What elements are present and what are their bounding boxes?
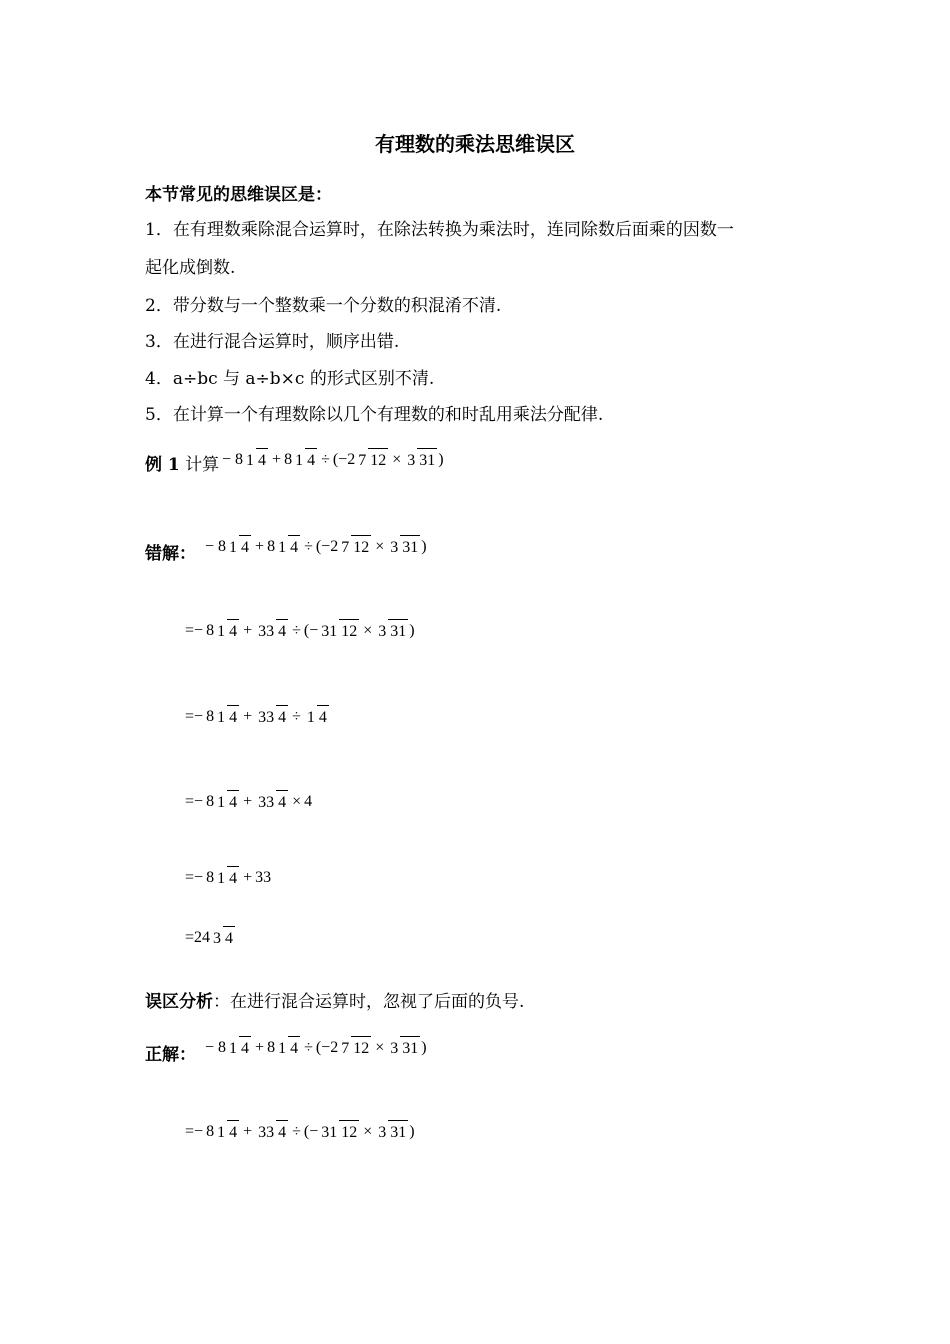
math-number: 8 bbox=[284, 451, 293, 468]
fraction: 33 4 bbox=[256, 619, 288, 643]
math-step: = − 8 1 4 + 33 bbox=[185, 866, 271, 890]
fraction: 7 12 bbox=[339, 535, 371, 559]
fraction: 1 4 bbox=[276, 535, 300, 559]
list-item: 3．在进行混合运算时，顺序出错. bbox=[145, 332, 400, 352]
fraction: 1 4 bbox=[305, 705, 329, 729]
math-paren: ( bbox=[332, 451, 339, 468]
fraction: 1 4 bbox=[227, 535, 251, 559]
analysis-text: ：在进行混合运算时，忽视了后面的负号. bbox=[213, 992, 525, 1012]
fraction: 1 4 bbox=[276, 1036, 300, 1060]
fraction: 33 4 bbox=[256, 705, 288, 729]
list-item: 2．带分数与一个整数乘一个分数的积混淆不清. bbox=[145, 296, 502, 316]
fraction: 31 12 bbox=[319, 619, 359, 643]
fraction: 7 12 bbox=[339, 1036, 371, 1060]
fraction: 3 31 bbox=[405, 448, 437, 472]
intro-heading: 本节常见的思维误区是： bbox=[145, 185, 332, 205]
fraction: 33 4 bbox=[256, 790, 288, 814]
fraction: 7 12 bbox=[356, 448, 388, 472]
wrong-label: 错解： bbox=[145, 544, 196, 564]
example-label bbox=[145, 450, 219, 475]
fraction: 31 12 bbox=[319, 1120, 359, 1144]
fraction: 1 4 bbox=[215, 705, 239, 729]
list-item: 起化成倒数. bbox=[145, 258, 236, 278]
math-operator: ÷ bbox=[321, 451, 330, 468]
page-title: 有理数的乘法思维误区 bbox=[375, 132, 575, 156]
example-number: 例 1 bbox=[145, 455, 180, 475]
example-text: 计算 bbox=[185, 455, 220, 475]
right-label: 正解： bbox=[145, 1045, 196, 1065]
math-expression: − 8 1 4 + 8 1 4 ÷ ( −2 7 12 × 3 31 ) bbox=[205, 1036, 427, 1060]
fraction: 1 4 bbox=[215, 866, 239, 890]
math-sign: − bbox=[222, 451, 232, 468]
math-operator: × bbox=[392, 451, 402, 468]
math-step: = − 8 1 4 + 33 4 × 4 bbox=[185, 790, 312, 814]
fraction: 3 31 bbox=[376, 1120, 408, 1144]
math-number: 8 bbox=[235, 451, 244, 468]
fraction: 3 31 bbox=[376, 619, 408, 643]
analysis-label: 误区分析 bbox=[145, 992, 213, 1012]
list-item: 4．a÷bc 与 a÷b×c 的形式区别不清. bbox=[145, 369, 435, 389]
math-operator: + bbox=[272, 451, 282, 468]
analysis-line bbox=[145, 987, 524, 1012]
math-step: = − 8 1 4 + 33 4 ÷ ( − 31 12 × 3 31 ) bbox=[185, 619, 415, 643]
fraction: 1 4 bbox=[215, 790, 239, 814]
list-item: 5．在计算一个有理数除以几个有理数的和时乱用乘法分配律. bbox=[145, 405, 604, 425]
fraction: 1 4 bbox=[215, 1120, 239, 1144]
math-number: −2 bbox=[338, 451, 356, 468]
math-expression bbox=[222, 448, 444, 472]
fraction: 33 4 bbox=[256, 1120, 288, 1144]
fraction: 1 4 bbox=[244, 448, 268, 472]
math-expression: − 8 1 4 + 8 1 4 ÷ ( −2 7 12 × 3 31 ) bbox=[205, 535, 427, 559]
math-step: = − 8 1 4 + 33 4 ÷ 1 4 bbox=[185, 705, 330, 729]
fraction: 3 31 bbox=[388, 535, 420, 559]
fraction: 1 4 bbox=[215, 619, 239, 643]
list-item: 1．在有理数乘除混合运算时，在除法转换为乘法时，连同除数后面乘的因数一 bbox=[145, 220, 734, 240]
fraction: 1 4 bbox=[293, 448, 317, 472]
math-paren: ) bbox=[438, 451, 444, 468]
fraction: 3 4 bbox=[211, 926, 235, 950]
math-step: = 24 3 4 bbox=[185, 926, 236, 950]
math-step: = − 8 1 4 + 33 4 ÷ ( − 31 12 × 3 31 ) bbox=[185, 1120, 415, 1144]
fraction: 1 4 bbox=[227, 1036, 251, 1060]
fraction: 3 31 bbox=[388, 1036, 420, 1060]
